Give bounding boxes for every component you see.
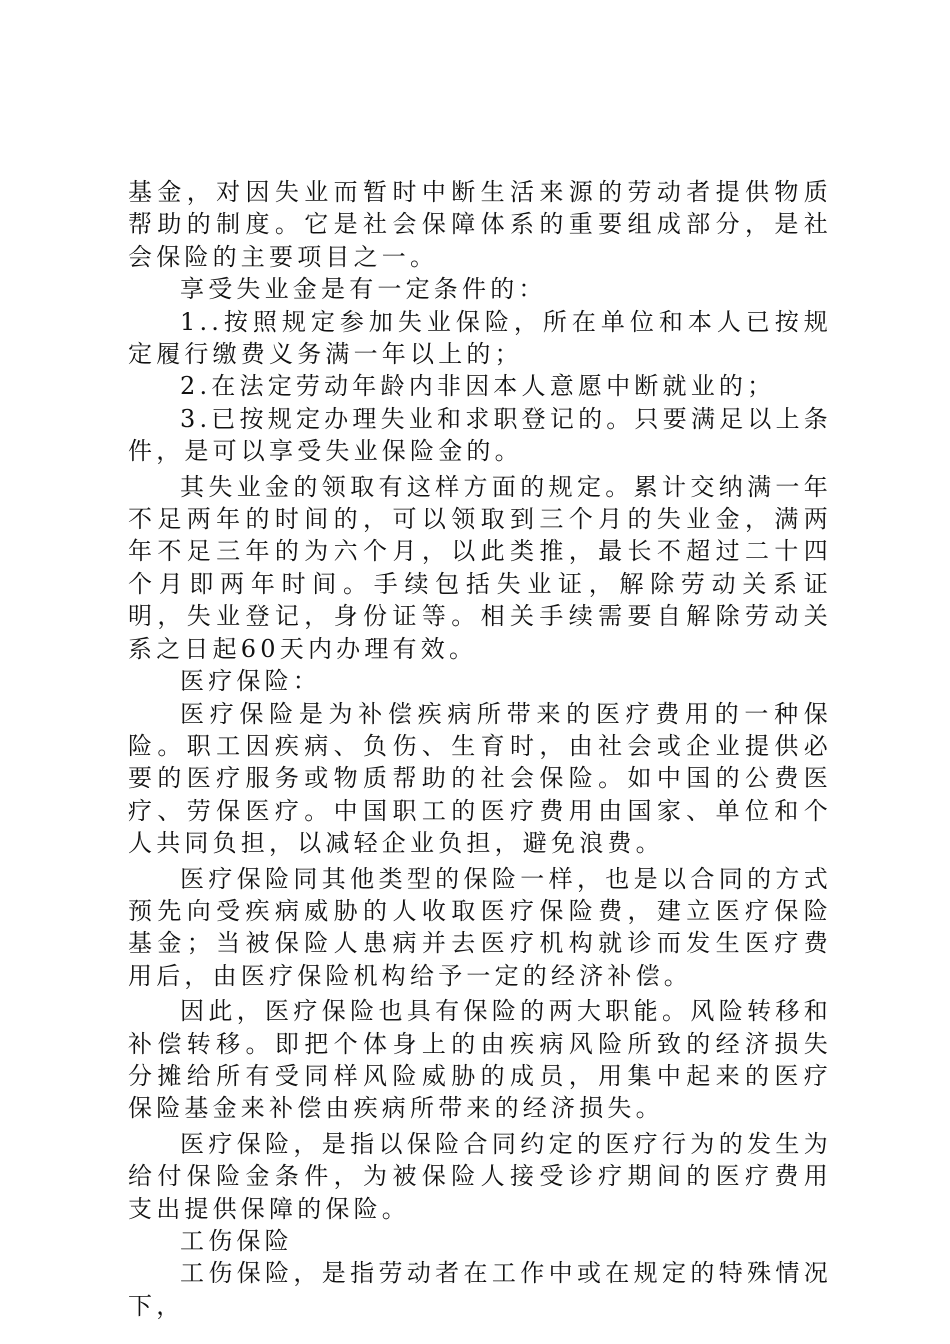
paragraph-medical-payment: 医疗保险，是指以保险合同约定的医疗行为的发生为给付保险金条件，为被保险人接受诊疗期间的医疗费用支出提供保障的保险。 (128, 1129, 832, 1223)
paragraph-conditions-heading: 享受失业金是有一定条件的： (180, 275, 547, 304)
paragraph-medical-contract: 医疗保险同其他类型的保险一样，也是以合同的方式预先向受疾病威胁的人收取医疗保险费，建立医疗保险基金；当被保险人患病并去医疗机构就诊而发生医疗费用后，由医疗保险机构给予一定的经济补偿。 (128, 864, 832, 990)
paragraph-condition-2: 2.在法定劳动年龄内非因本人意愿中断就业的； (180, 372, 776, 401)
paragraph-collection-rules: 其失业金的领取有这样方面的规定。累计交纳满一年不足两年的时间的，可以领取到三个月的失业金，满两年不足三年的为六个月，以此类推，最长不超过二十四个月即两年时间。手续包括失业证，解除劳动关系证明，失业登记，身份证等。相关手续需要自解除劳动关系之日起60天内办理有效。 (128, 472, 832, 663)
section-heading-work-injury-insurance: 工伤保险 (180, 1227, 293, 1255)
paragraph-condition-1: 1..按照规定参加失业保险，所在单位和本人已按规定履行缴费义务满一年以上的； (128, 307, 832, 369)
section-heading-medical-insurance: 医疗保险： (180, 667, 321, 696)
document-body (128, 176, 832, 1322)
paragraph-work-injury-definition: 工伤保险，是指劳动者在工作中或在规定的特殊情况下， (128, 1259, 832, 1320)
paragraph-condition-3: 3.已按规定办理失业和求职登记的。只要满足以上条件，是可以享受失业保险金的。 (128, 404, 832, 466)
paragraph-medical-functions: 因此，医疗保险也具有保险的两大职能。风险转移和补偿转移。即把个体身上的由疾病风险所致的经济损失分摊给所有受同样风险威胁的成员，用集中起来的医疗保险基金来补偿由疾病所带来的经济损失。 (128, 997, 832, 1123)
paragraph-unemployment-definition: 基金，对因失业而暂时中断生活来源的劳动者提供物质帮助的制度。它是社会保障体系的重要组成部分，是社会保险的主要项目之一。 (128, 178, 832, 271)
paragraph-medical-definition: 医疗保险是为补偿疾病所带来的医疗费用的一种保险。职工因疾病、负伤、生育时，由社会或企业提供必要的医疗服务或物质帮助的社会保险。如中国的公费医疗、劳保医疗。中国职工的医疗费用由国家、单位和个人共同负担，以减轻企业负担，避免浪费。 (128, 699, 832, 858)
